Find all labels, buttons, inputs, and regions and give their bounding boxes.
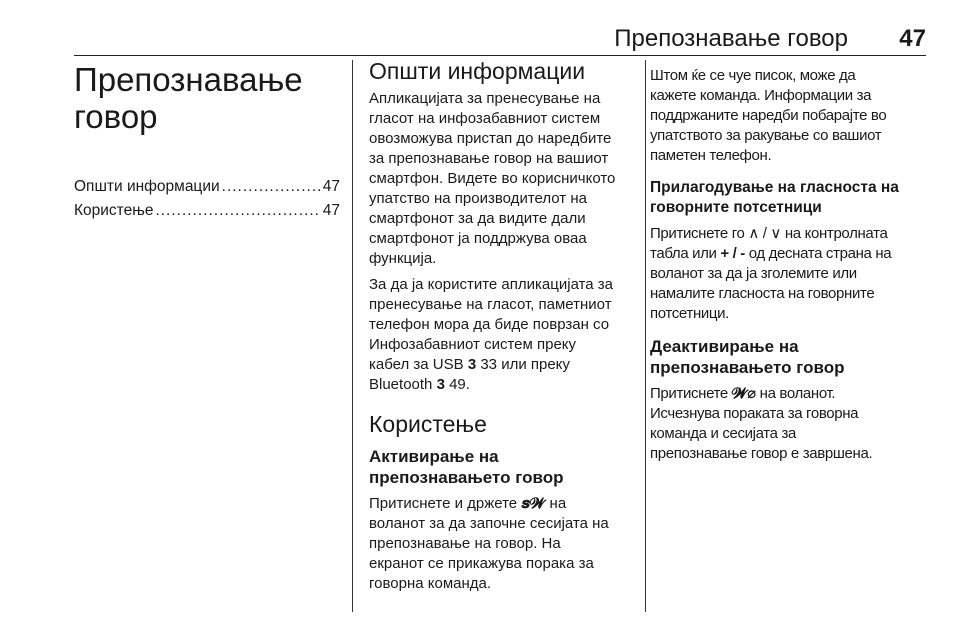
- chapter-column: [74, 58, 340, 223]
- toc-entry[interactable]: Користење ..... 47: [74, 199, 340, 223]
- subheading-deactivate: Деактивирање на препознавањето говор: [650, 337, 845, 377]
- header-title: Препознавање говор: [614, 25, 848, 52]
- content-column-2: [369, 58, 631, 600]
- column-divider: [352, 60, 353, 612]
- paragraph: За да ја користите апликацијата за пренесување на гласот, паметниот телефон мора да биде поврзан со Инфозабавниот систем преку кабел за USB 3 33 или преку Bluetooth 3 49.: [369, 276, 614, 393]
- subheading-activate: Активирање на препознавањето говор: [369, 447, 564, 487]
- bluetooth-page-ref[interactable]: 49.: [444, 376, 470, 393]
- column-divider: [645, 60, 646, 612]
- end-voice-button-icon: 𝓦⌀: [731, 385, 756, 402]
- page-number: 47: [899, 25, 926, 52]
- subheading-volume: Прилагодување на гласноста на говорните потсетници: [650, 179, 899, 216]
- paragraph: Притиснете и држете 𝒔𝓦 на воланот за да започне сесијата на препознавање на говор. На екранот се прикажува порака за говорна команда.: [369, 495, 609, 592]
- plus-minus-key: + / -: [720, 245, 745, 262]
- page-reference-arrow-icon[interactable]: 3: [436, 376, 445, 393]
- paragraph: Апликацијата за пренесување на гласот на инфозабавниот систем овозможува пристап до наредбите за препознавање говор на вашиот смартфон. Видете во корисничкото упатство на производителот на смартфонот за да видите дали смартфонот ја поддржува оваа функција.: [369, 90, 616, 267]
- chapter-title: Препознавање говор: [74, 61, 303, 135]
- section-heading-general: Општи информации: [369, 58, 586, 84]
- voice-button-icon: 𝒔𝓦: [521, 495, 546, 512]
- paragraph: Штом ќе се чуе писок, може да кажете команда. Информации за поддржаните наредби побарајте во упатството за ракување со вашиот паметен телефон.: [650, 67, 887, 164]
- paragraph: Притиснете го ∧ / ∨ на контролната табла или + / - од десната страна на воланот за да ја зголемите или намалите гласноста на говорните потсетници.: [650, 225, 892, 322]
- content-column-3: [650, 58, 930, 470]
- paragraph: Притиснете 𝓦⌀ на воланот. Исчезнува поракатa за говорна команда и сесијата за препознавање говор е завршена.: [650, 385, 873, 462]
- page-reference-arrow-icon[interactable]: 3: [467, 356, 477, 373]
- toc-entry[interactable]: Општи информации ..... 47: [74, 175, 340, 199]
- usb-page-ref[interactable]: 33 или преку: [476, 356, 570, 373]
- table-of-contents: [74, 175, 340, 223]
- section-heading-usage: Користење: [369, 411, 487, 437]
- page-header: [74, 24, 926, 56]
